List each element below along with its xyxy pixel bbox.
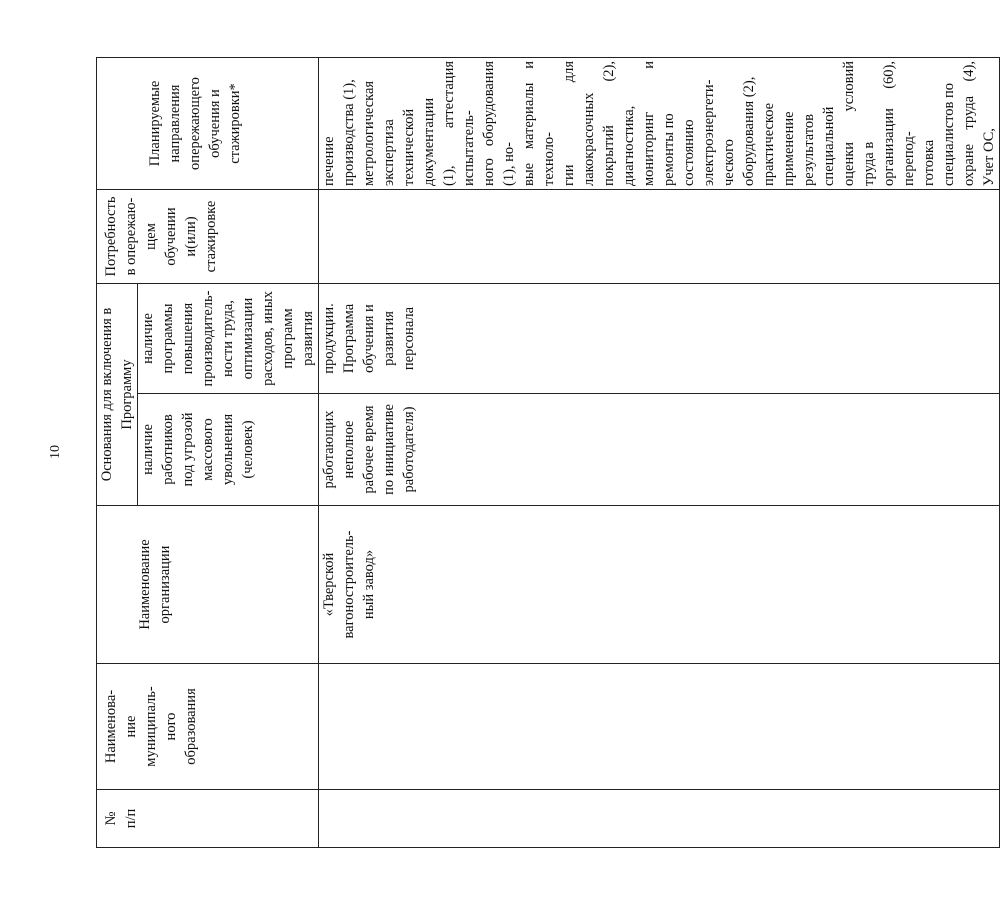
cell-need (319, 190, 1000, 284)
header-grounds-program: наличие программы повышения производитель- ности труда, оптимизации расходов, иных программ развития (138, 284, 319, 394)
cell-program: продукции. Программа обучения и развития персонала (319, 284, 1000, 394)
cell-municipality (319, 664, 1000, 790)
cell-organization: «Тверской вагоностроитель- ный завод» (319, 506, 1000, 664)
program-table (96, 57, 1000, 848)
rotated-table-container (96, 58, 997, 848)
header-organization: Наименование организации (97, 506, 319, 664)
header-municipality: Наименова- ние муниципаль- ного образования (97, 664, 319, 790)
page-number (44, 436, 68, 468)
header-grounds-title: Основания для включения в Программу (97, 284, 138, 506)
header-grounds-workers: наличие работников под угрозой массового увольнения (человек) (138, 394, 319, 506)
cell-workers: работающих неполное рабочее время по инициативе работодателя) (319, 394, 1000, 506)
cell-planned: печение производства (1), метрологическая экспертиза технической документации (1), аттестация испытатель- ного оборудования (1), но- вые материалы и техноло- гии для лакокрасочных покрытий (2), диагностика, мониторинг и ремонты по состоянию электроэнергети- ческого оборудования (2), практическое применение результатов специальной оценки условий труда в организации (60), перепод- готовка специалистов по охране труда (4), Учет ОС, (319, 58, 1000, 190)
header-num: № п/п (97, 790, 319, 848)
table-row (319, 58, 1000, 848)
page-number-text: 10 (48, 445, 63, 459)
header-need: Потребность в опережаю- щем обучении и(или) стажировке (97, 190, 319, 284)
cell-num (319, 790, 1000, 848)
header-planned: Планируемые направления опережающего обучения и стажировки* (97, 58, 319, 190)
header-row-1 (97, 58, 138, 848)
